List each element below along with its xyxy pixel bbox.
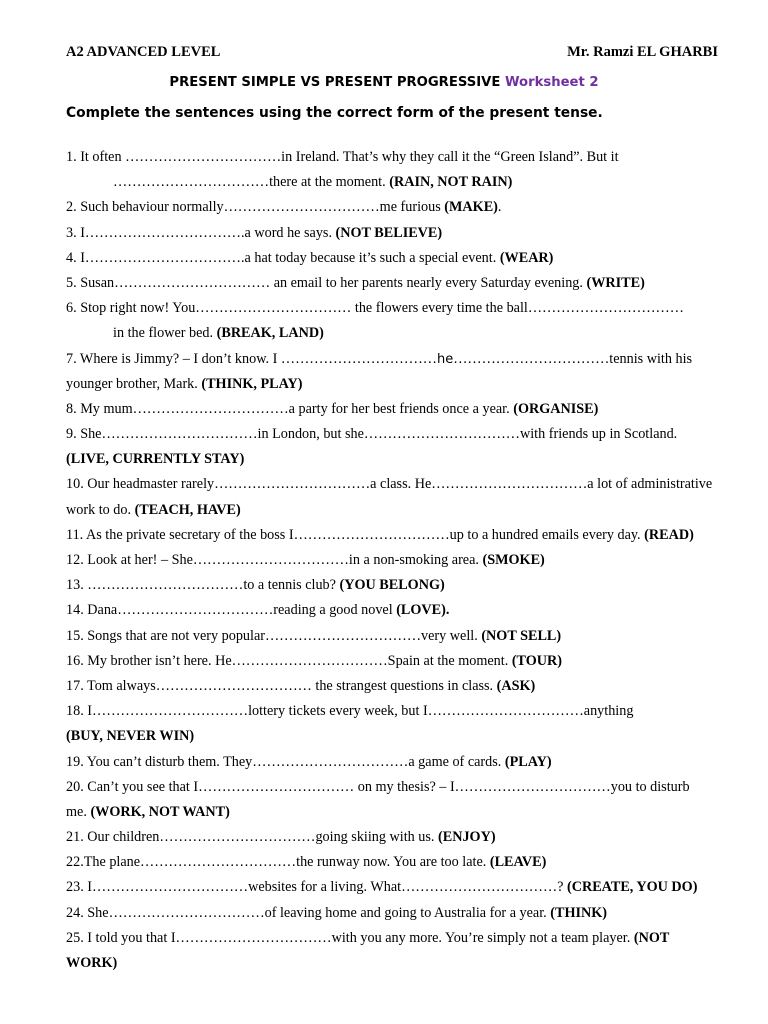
verb-hint: (WRITE) bbox=[586, 274, 645, 291]
verb-hint: (NOT bbox=[633, 929, 670, 946]
sentence-tail: . bbox=[497, 199, 502, 216]
verb-hint: (TOUR) bbox=[511, 652, 562, 669]
exercise-line bbox=[66, 170, 746, 195]
exercise-line bbox=[66, 347, 746, 372]
verb-hint: (BREAK, LAND) bbox=[216, 325, 324, 342]
sentence-text: 11. As the private secretary of the boss I……………………………up to a hundred emails every day. bbox=[66, 526, 645, 543]
sentence-text: 9. She……………………………in London, but she……………………………with friends up in Scotland. bbox=[66, 426, 678, 443]
verb-hint: (RAIN, NOT RAIN) bbox=[389, 174, 513, 191]
sentence-text: 8. My mum……………………………a party for her best friends once a year. bbox=[66, 400, 514, 417]
verb-hint: (NOT BELIEVE) bbox=[335, 224, 443, 241]
title-worksheet-number: Worksheet 2 bbox=[504, 75, 599, 90]
sentence-text: 23. I……………………………websites for a living. What……………………………? bbox=[66, 879, 567, 896]
exercise-line bbox=[66, 498, 746, 523]
exercise-line bbox=[66, 724, 746, 749]
exercise-line bbox=[66, 750, 746, 775]
exercise-line bbox=[66, 926, 746, 951]
level-label: A2 ADVANCED LEVEL bbox=[66, 44, 221, 60]
sentence-text: 10. Our headmaster rarely……………………………a class. He……………………………a lot of administrative bbox=[66, 476, 713, 493]
sentence-text: 25. I told you that I……………………………with you any more. You’re simply not a team player. bbox=[66, 929, 634, 946]
sentence-text: ……………………………there at the moment. bbox=[113, 174, 390, 191]
exercise-line bbox=[66, 901, 746, 926]
exercise-line bbox=[66, 775, 746, 800]
verb-hint: (ORGANISE) bbox=[513, 400, 599, 417]
sentence-text: 4. I…………………………….a hat today because it’s such a special event. bbox=[66, 249, 500, 266]
exercise-line bbox=[66, 699, 746, 724]
exercise-line bbox=[66, 800, 746, 825]
worksheet-title bbox=[0, 75, 768, 90]
sentence-text: 24. She……………………………of leaving home and going to Australia for a year. bbox=[66, 904, 551, 921]
verb-hint: (WORK, NOT WANT) bbox=[90, 803, 230, 820]
exercise-line bbox=[66, 624, 746, 649]
sentence-text: 19. You can’t disturb them. They……………………………a game of cards. bbox=[66, 753, 505, 770]
exercise-line bbox=[66, 523, 746, 548]
exercise-line bbox=[66, 422, 746, 447]
exercise-line bbox=[66, 649, 746, 674]
exercise-line bbox=[66, 825, 746, 850]
exercise-line bbox=[66, 372, 746, 397]
exercise-line bbox=[66, 195, 746, 220]
verb-hint: (LEAVE) bbox=[489, 854, 547, 871]
verb-hint: (ENJOY) bbox=[438, 829, 496, 846]
sentence-text-continued: ……………………………tennis with his bbox=[453, 350, 693, 367]
sentence-text: 16. My brother isn’t here. He……………………………Spain at the moment. bbox=[66, 652, 512, 669]
exercise-line bbox=[66, 246, 746, 271]
verb-hint: (LOVE). bbox=[396, 602, 450, 619]
sentence-text: 12. Look at her! – She……………………………in a non-smoking area. bbox=[66, 552, 483, 568]
sentence-text: 22.The plane……………………………the runway now. You are too late. bbox=[66, 854, 490, 871]
instruction: Complete the sentences using the correct form of the present tense. bbox=[66, 105, 603, 121]
exercise-line bbox=[66, 221, 746, 246]
verb-hint: (BUY, NEVER WIN) bbox=[66, 728, 195, 745]
exercise-line bbox=[66, 951, 746, 976]
verb-hint: (YOU BELONG) bbox=[339, 577, 445, 594]
sentence-text: me. bbox=[66, 803, 91, 820]
sentence-text: younger brother, Mark. bbox=[66, 375, 202, 392]
exercise-line bbox=[66, 472, 746, 497]
sentence-text: 20. Can’t you see that I…………………………… on my thesis? – I……………………………you to disturb bbox=[66, 778, 690, 795]
verb-hint: (SMOKE) bbox=[482, 552, 545, 568]
sentence-text: 2. Such behaviour normally……………………………me furious bbox=[66, 199, 445, 216]
exercise-line bbox=[66, 598, 746, 623]
verb-hint: (LIVE, CURRENTLY STAY) bbox=[66, 451, 245, 468]
verb-hint: (THINK) bbox=[550, 904, 608, 921]
sentence-insert: he bbox=[436, 351, 454, 367]
sentence-text: 14. Dana……………………………reading a good novel bbox=[66, 602, 397, 619]
exercise-line bbox=[66, 850, 746, 875]
teacher-name: Mr. Ramzi EL GHARBI bbox=[567, 44, 718, 60]
sentence-text: 17. Tom always…………………………… the strangest questions in class. bbox=[66, 677, 497, 694]
sentence-text: work to do. bbox=[66, 501, 135, 518]
sentence-text: 7. Where is Jimmy? – I don’t know. I …………………………… bbox=[66, 350, 437, 367]
exercise-line bbox=[66, 271, 746, 296]
verb-hint: (THINK, PLAY) bbox=[201, 375, 303, 392]
verb-hint: (NOT SELL) bbox=[481, 627, 562, 644]
exercise-line bbox=[66, 397, 746, 422]
sentence-text: 6. Stop right now! You…………………………… the flowers every time the ball…………………………… bbox=[66, 300, 684, 317]
exercise-line bbox=[66, 296, 746, 321]
verb-hint: (TEACH, HAVE) bbox=[134, 501, 241, 518]
sentence-text: 13. ……………………………to a tennis club? bbox=[66, 577, 340, 594]
sentence-text: 5. Susan…………………………… an email to her parents nearly every Saturday evening. bbox=[66, 274, 587, 291]
verb-hint: (CREATE, YOU DO) bbox=[566, 879, 698, 896]
exercise-line bbox=[66, 447, 746, 472]
exercise-line bbox=[66, 321, 746, 346]
sentence-text: 15. Songs that are not very popular……………………………very well. bbox=[66, 627, 482, 644]
sentence-text: 1. It often ……………………………in Ireland. That’s why they call it the “Green Island”. But it bbox=[66, 149, 619, 165]
verb-hint: WORK) bbox=[66, 955, 118, 971]
sentence-text: 18. I……………………………lottery tickets every week, but I……………………………anything bbox=[66, 703, 634, 720]
exercise-list bbox=[66, 145, 746, 976]
sentence-text: 3. I…………………………….a word he says. bbox=[66, 224, 336, 241]
exercise-line bbox=[66, 548, 746, 573]
exercise-line bbox=[66, 875, 746, 900]
exercise-line bbox=[66, 145, 746, 170]
verb-hint: (WEAR) bbox=[499, 249, 554, 266]
verb-hint: (ASK) bbox=[496, 677, 536, 694]
verb-hint: (MAKE) bbox=[444, 199, 498, 216]
sentence-text: 21. Our children……………………………going skiing with us. bbox=[66, 829, 439, 846]
verb-hint: (READ) bbox=[644, 526, 694, 543]
title-main: PRESENT SIMPLE VS PRESENT PROGRESSIVE bbox=[169, 75, 505, 90]
verb-hint: (PLAY) bbox=[504, 753, 552, 770]
exercise-line bbox=[66, 674, 746, 699]
exercise-line bbox=[66, 573, 746, 598]
sentence-text: in the flower bed. bbox=[113, 325, 217, 342]
